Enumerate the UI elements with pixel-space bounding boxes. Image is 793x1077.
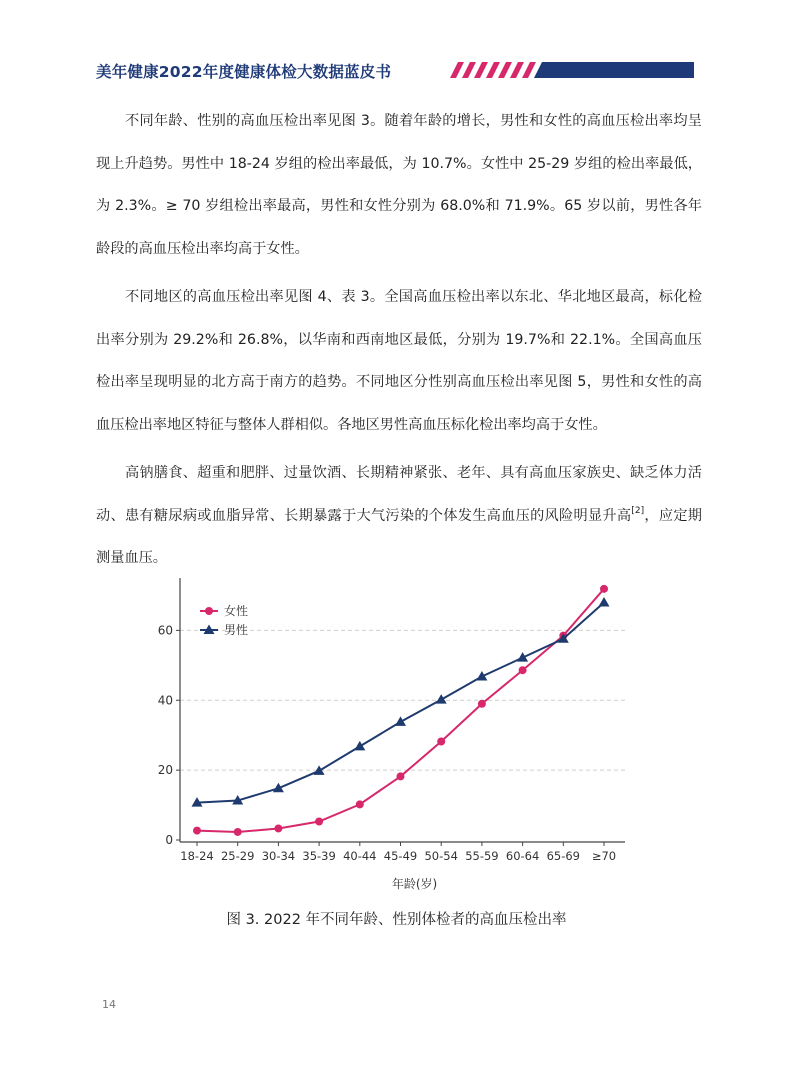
y-tick-label: 0 — [165, 833, 173, 847]
paragraph-risk-factors — [96, 452, 702, 580]
body-text — [96, 100, 702, 586]
x-tick-label: 18-24 — [180, 849, 214, 863]
y-tick-label: 60 — [157, 623, 173, 638]
reference-marker: [2] — [631, 505, 645, 516]
line-chart — [140, 570, 640, 900]
x-tick-label: ≥70 — [591, 849, 617, 863]
paragraph-text-tail: ，应定期测量血压。 — [96, 507, 702, 566]
data-point-male — [395, 716, 406, 726]
data-point-female — [478, 700, 486, 708]
data-point-female — [234, 828, 242, 836]
data-point-male — [354, 741, 365, 751]
x-tick-label: 55-59 — [465, 849, 499, 863]
report-title: 美年健康2022年度健康体检大数据蓝皮书 — [96, 63, 392, 81]
data-point-female — [600, 585, 608, 593]
y-tick-label: 40 — [157, 693, 173, 708]
data-point-female — [356, 800, 364, 808]
x-tick-label: 35-39 — [302, 849, 336, 863]
y-tick-label: 20 — [157, 763, 173, 778]
paragraph-text: 不同地区的高血压检出率见图 4、表 3。全国高血压检出率以东北、华北地区最高，标化检出率分别为 29.2%和 26.8%，以华南和西南地区最低，分别为 19.7%和 22.1%。全国高血压检出率呈现明显的北方高于南方的趋势。不同地区分性别高血压检出率见图 5，男性和女性的高血压检出率地区特征与整体人群相似。各地区男性高血压标化检出率均高于女性。 — [96, 289, 702, 433]
x-tick-label: 25-29 — [220, 849, 255, 863]
x-axis-title: 年龄(岁) — [391, 877, 438, 891]
figure-caption: 图 3. 2022 年不同年龄、性别体检者的高血压检出率 — [226, 912, 567, 928]
x-tick-label: 60-64 — [505, 849, 540, 863]
data-point-female — [397, 772, 405, 780]
data-point-female — [193, 827, 201, 835]
x-tick-label: 45-49 — [383, 849, 418, 863]
data-point-female — [437, 737, 445, 745]
hypertension-rate-chart — [140, 570, 640, 900]
paragraph-region — [96, 276, 702, 446]
page-number: 14 — [102, 998, 116, 1011]
data-point-female — [519, 666, 527, 674]
header-stripe-decoration — [450, 62, 698, 78]
x-tick-label: 30-34 — [261, 849, 296, 863]
legend-marker — [205, 607, 213, 615]
series-line-female — [197, 589, 604, 832]
x-tick-label: 50-54 — [424, 849, 458, 863]
legend-label: 女性 — [224, 604, 249, 618]
legend-label: 男性 — [224, 623, 249, 637]
x-tick-label: 40-44 — [343, 849, 377, 863]
data-point-male — [599, 597, 610, 607]
data-point-male — [436, 694, 447, 704]
data-point-female — [315, 817, 323, 825]
paragraph-age-gender — [96, 100, 702, 270]
paragraph-text: 高钠膳食、超重和肥胖、过量饮酒、长期精神紧张、老年、具有高血压家族史、缺乏体力活动、患有糖尿病或血脂异常、长期暴露于大气污染的个体发生高血压的风险明显升高 — [96, 465, 702, 524]
data-point-female — [274, 824, 282, 832]
paragraph-text: 不同年龄、性别的高血压检出率见图 3。随着年龄的增长，男性和女性的高血压检出率均呈现上升趋势。男性中 18-24 岁组的检出率最低，为 10.7%。女性中 25-29 岁组的检出率最低，为 2.3%。≥ 70 岁组检出率最高，男性和女性分别为 68.0%和 71.9%。65 岁以前，男性各年龄段的高血压检出率均高于女性。 — [96, 113, 702, 257]
x-tick-label: 65-69 — [546, 849, 581, 863]
